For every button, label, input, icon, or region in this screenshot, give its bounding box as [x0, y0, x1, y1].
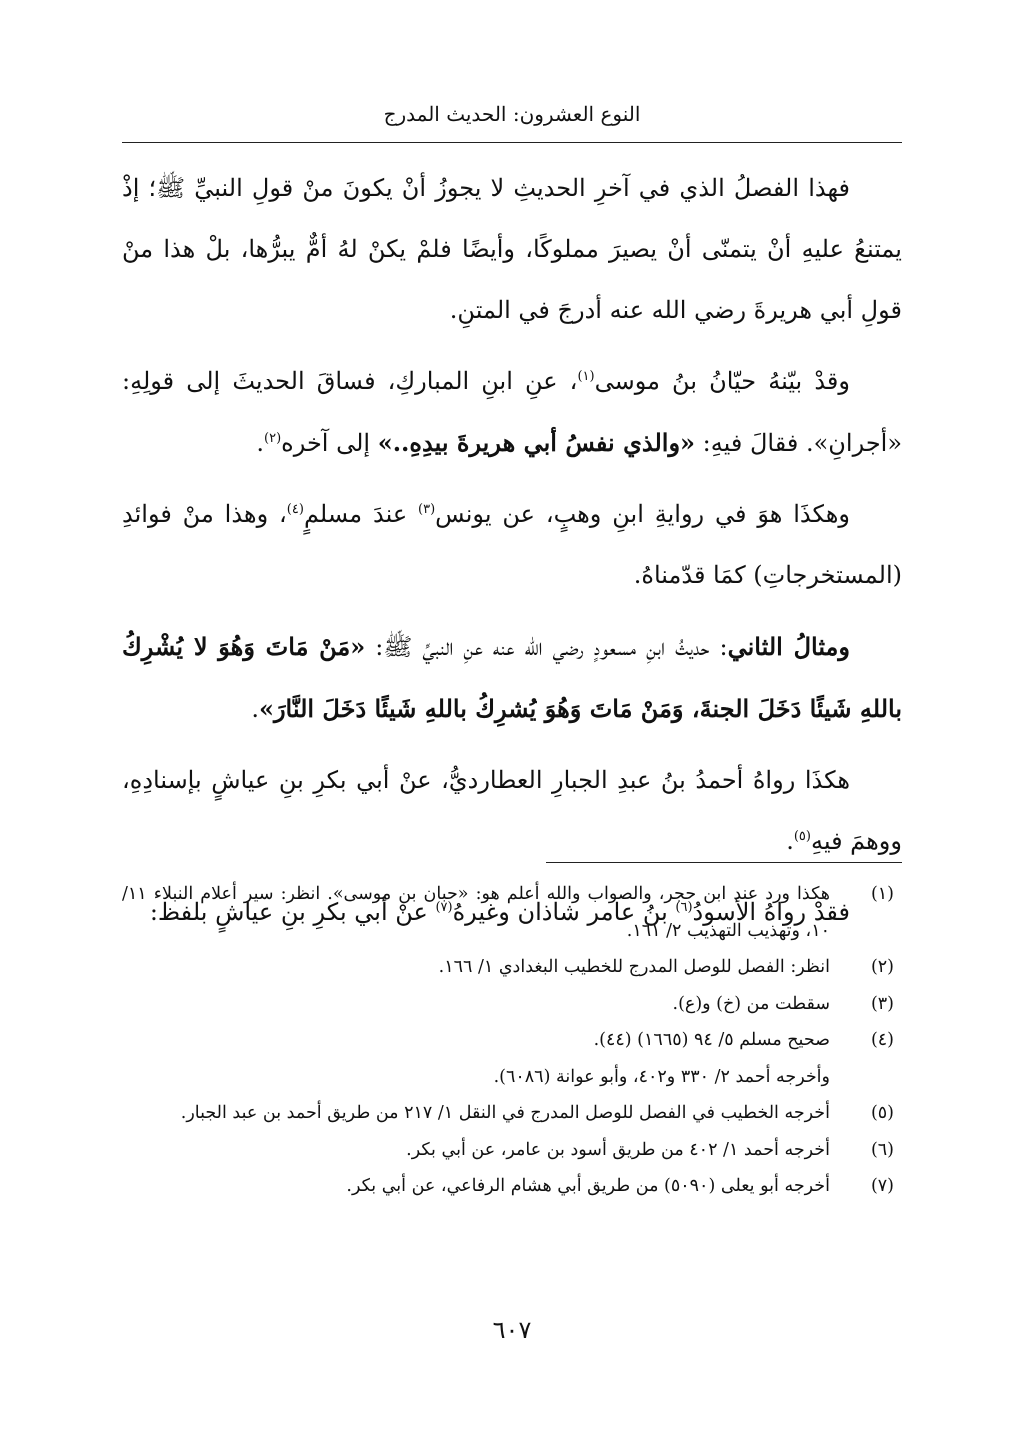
footnote-ref-7[interactable]: (٧): [435, 900, 453, 915]
paragraph-4-text-b: .: [251, 695, 259, 723]
footnote-4: [122, 1022, 902, 1059]
footnote-number: (٣): [870, 993, 894, 1014]
paragraph-2-text-d: .: [256, 429, 264, 457]
footnote-1: [122, 876, 902, 949]
paragraph-3-text-b: عندَ مسلمٍ: [303, 500, 419, 528]
footnote-ref-4[interactable]: (٤): [286, 502, 304, 517]
footnote-text: انظر: الفصل للوصل المدرج للخطيب البغدادي ١/ ١٦٦.: [438, 957, 830, 977]
footnote-rule: [546, 862, 902, 863]
paragraph-3: [122, 484, 902, 606]
paragraph-6-text-c: عنْ أبي بكرِ بنِ عياشٍ بلفظ:: [149, 898, 436, 926]
footnote-number: (٤): [870, 1030, 894, 1050]
paragraph-2: [122, 351, 902, 474]
running-header: النوع العشرون: الحديث المدرج: [383, 102, 641, 126]
paragraph-5-text-b: .: [786, 827, 794, 855]
footnote-text: أخرجه أحمد ١/ ٤٠٢ من طريق أسود بن عامر، عن أبي بكر.: [406, 1139, 830, 1160]
footnote-number: (٢): [870, 957, 894, 977]
footnote-text: صحيح مسلم ٥/ ٩٤ (١٦٦٥) (٤٤).: [593, 1030, 830, 1050]
footnote-6: [122, 1132, 902, 1169]
footnote-5: [122, 1095, 902, 1132]
paragraph-3-text-a: وهكذَا هوَ في روايةِ ابنِ وهبٍ، عن يونس: [435, 500, 851, 528]
paragraph-6-text-a: فقدْ رواهُ الأسودُ: [692, 898, 850, 926]
paragraph-4-heading: ومثالُ الثاني: [727, 632, 851, 661]
paragraph-5: [122, 750, 902, 872]
paragraph-5-text-a: هكذَا رواهُ أحمدُ بنُ عبدِ الجبارِ العطارديُّ، عنْ أبي بكرِ بنِ عياشٍ بإسنادِهِ، ووهمَ فيهِ: [122, 766, 902, 855]
footnote-text: هكذا ورد عند ابن حجر، والصواب والله أعلم هو: «حبان بن موسى». انظر: سير أعلام النبلاء ١١/ ١٠، وتهذيب التهذيب ٢/ ١٦١.: [122, 884, 830, 941]
paragraph-1: فهذا الفصلُ الذي في آخرِ الحديثِ لا يجوزُ أنْ يكونَ منْ قولِ النبيِّ ﷺ؛ إذْ يمتنعُ عليهِ أنْ يتمنّى أنْ يصيرَ مملوكًا، وأيضًا فلمْ يكنْ لهُ أمٌّ يبرُّها، بلْ هذا منْ قولِ أبي هريرةَ رضي الله عنه أدرجَ في المتنِ.: [122, 174, 902, 324]
footnote-3: [122, 986, 902, 1023]
footnote-ref-1[interactable]: (١): [577, 369, 595, 384]
paragraph-4-text-a: : حديثُ ابنِ مسعودٍ رضي الله عنه عنِ النبيِّ ﷺ:: [365, 633, 728, 661]
footnote-2: [122, 949, 902, 986]
paragraph-4: [122, 616, 902, 740]
header-rule: [122, 142, 902, 143]
page-number: ٦٠٧: [492, 1316, 532, 1344]
footnote-ref-2[interactable]: (٢): [264, 431, 282, 446]
footnote-text: أخرجه الخطيب في الفصل للوصل المدرج في النقل ١/ ٢١٧ من طريق أحمد بن عبد الجبار.: [180, 1103, 830, 1123]
paragraph-3-text-c: ، وهذا منْ فوائدِ (المستخرجاتِ) كمَا قدّمناهُ.: [122, 500, 902, 589]
footnote-number: (٥): [870, 1103, 894, 1123]
footnotes: [122, 876, 902, 1205]
footnote-ref-6[interactable]: (٦): [675, 900, 693, 915]
footnote-ref-3[interactable]: (٣): [418, 502, 436, 517]
footnote-4-continuation: وأخرجه أحمد ٢/ ٣٣٠ و٤٠٢، وأبو عوانة (٦٠٨٦).: [493, 1066, 830, 1087]
paragraph-2-quote: «والذي نفسُ أبي هريرةَ بيدِهِ..»: [377, 428, 696, 457]
main-text: [122, 158, 902, 953]
footnote-text: أخرجه أبو يعلى (٥٠٩٠) من طريق أبي هشام الرفاعي، عن أبي بكر.: [346, 1176, 830, 1196]
footnote-number: (٧): [870, 1176, 894, 1196]
paragraph-2-text-c: إلى آخره: [281, 429, 378, 457]
footnote-number: (٦): [870, 1139, 894, 1160]
paragraph-2-text-b: ، عنِ ابنِ المباركِ، فساقَ الحديثَ إلى قولِهِ: «أجرانِ». فقالَ فيهِ:: [122, 367, 902, 457]
footnote-7: [122, 1168, 902, 1205]
paragraph-4-hadith: «مَنْ مَاتَ وَهُوَ لا يُشْرِكُ باللهِ شَيئًا دَخَلَ الجنةَ، وَمَنْ مَاتَ وَهُوَ يُشرِكُ باللهِ شَيئًا دَخَلَ النَّارَ»: [122, 632, 902, 723]
paragraph-6-text-b: بنُ عامر شاذان وغيرهُ: [452, 898, 676, 926]
footnote-text: سقطت من (خ) و(ع).: [672, 993, 830, 1014]
paragraph-2-text-a: وقدْ بيّنهُ حيّانُ بنُ موسى: [594, 367, 850, 395]
footnote-ref-5[interactable]: (٥): [793, 829, 811, 844]
footnote-number: (١): [870, 884, 894, 904]
